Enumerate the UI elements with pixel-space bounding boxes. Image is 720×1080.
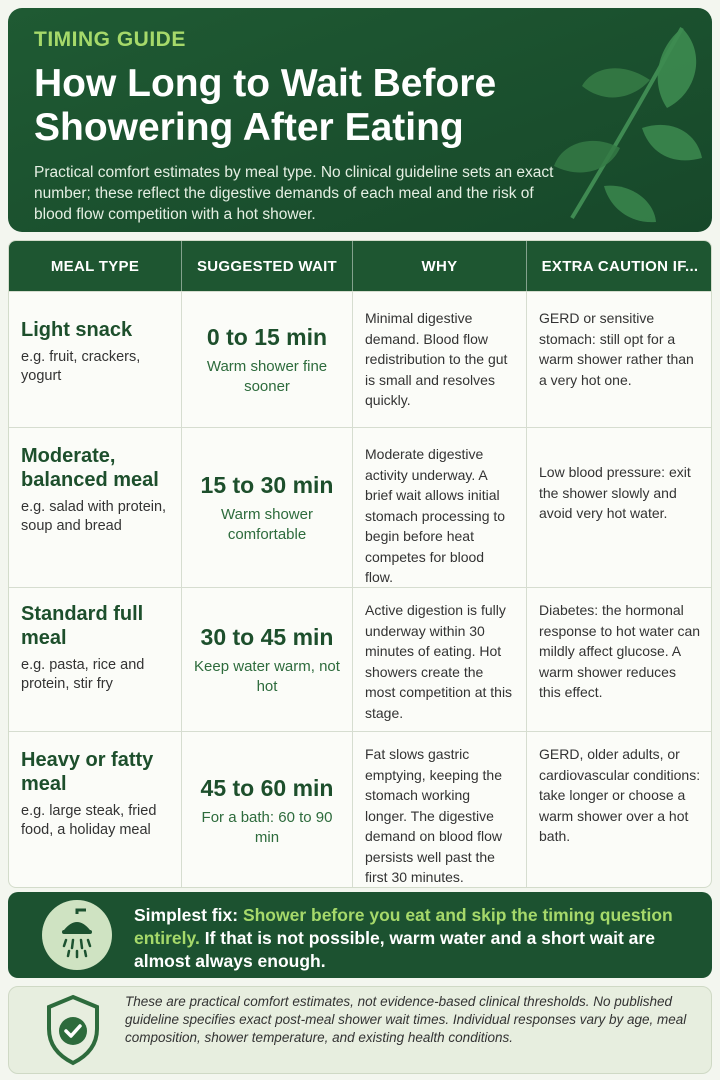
disclaimer-text: These are practical comfort estimates, not evidence-based clinical thresholds. No published guideline specifies exact post-meal shower wait times. Individual responses vary by age, meal composition, shower temperature, and existing health conditions. [125, 994, 687, 1045]
fix-highlight: Shower before you eat and skip the timing question entirely. [134, 905, 673, 948]
fix-rest: If that is not possible, warm water and a short wait are almost always enough. [134, 928, 655, 971]
table-row [9, 291, 712, 427]
shield-check-icon [43, 993, 103, 1067]
why-cell: Minimal digestive demand. Blood flow redistribution to the gut is small and resolves quickly. [353, 292, 527, 427]
meal-name: Light snack [21, 319, 133, 341]
fix-lead: Simplest fix: [134, 905, 239, 925]
wait-time: 0 to 15 min [206, 323, 328, 350]
caution-cell: GERD or sensitive stomach: still opt for a warm shower rather than a very hot one. [539, 310, 694, 388]
simplest-fix-banner [8, 892, 712, 978]
wait-cell [182, 732, 353, 888]
meal-cell [9, 588, 182, 731]
table-row [9, 587, 712, 731]
meal-example: e.g. large steak, fried food, a holiday meal [21, 803, 157, 838]
page-subtitle: Practical comfort estimates by meal type. No clinical guideline sets an exact number; these reflect the digestive demands of each meal and the risk of blood flow competition with a hot shower. [34, 164, 554, 223]
why-cell: Active digestion is fully underway within 30 minutes of eating. Hot showers create the most competition at this stage. [353, 588, 527, 731]
wait-note: Keep water warm, not hot [194, 657, 340, 695]
meal-example: e.g. pasta, rice and protein, stir fry [21, 657, 145, 692]
leaf-sprig-icon [532, 8, 712, 232]
column-header-meal-type: MEAL TYPE [9, 241, 182, 291]
meal-cell [9, 292, 182, 427]
wait-time: 15 to 30 min [200, 471, 334, 498]
caution-cell: Low blood pressure: exit the shower slowly and avoid very hot water. [539, 464, 691, 521]
meal-example: e.g. salad with protein, soup and bread [21, 499, 167, 534]
why-cell: Moderate digestive activity underway. A brief wait allows initial stomach processing to begin before heat competes for blood flow. [353, 428, 527, 587]
wait-note: Warm shower fine sooner [206, 357, 328, 395]
wait-note: For a bath: 60 to 90 min [201, 808, 333, 846]
table-header-row [9, 241, 712, 291]
wait-note: Warm shower comfortable [221, 505, 313, 543]
disclaimer-box [8, 986, 712, 1074]
wait-cell [182, 428, 353, 587]
column-header-suggested-wait: SUGGESTED WAIT [182, 241, 353, 291]
meal-cell [9, 428, 182, 587]
caution-cell: Diabetes: the hormonal response to hot water can mildly affect glucose. A warm shower reduces this effect. [539, 602, 701, 700]
header-banner [8, 8, 712, 232]
meal-name: Standard full meal [21, 603, 144, 649]
meal-name: Heavy or fatty meal [21, 749, 154, 795]
wait-time: 45 to 60 min [200, 774, 334, 801]
shower-head-icon [42, 900, 112, 970]
column-header-why: WHY [353, 241, 527, 291]
page-title: How Long to Wait Before Showering After Eating [34, 62, 497, 149]
wait-times-table [8, 240, 712, 888]
meal-name: Moderate, balanced meal [21, 445, 159, 491]
table-row [9, 731, 712, 888]
eyebrow-label: TIMING GUIDE [34, 28, 186, 51]
wait-time: 30 to 45 min [200, 623, 334, 650]
meal-example: e.g. fruit, crackers, yogurt [21, 349, 141, 384]
table-row [9, 427, 712, 587]
meal-cell [9, 732, 182, 888]
wait-cell [182, 588, 353, 731]
wait-cell [182, 292, 353, 427]
why-cell: Fat slows gastric emptying, keeping the stomach working longer. The digestive demand on blood flow persists well past the first 30 minutes. [353, 732, 527, 888]
caution-cell: GERD, older adults, or cardiovascular conditions: take longer or choose a warm shower over a hot bath. [539, 746, 701, 844]
column-header-extra-caution: EXTRA CAUTION IF... [541, 257, 699, 275]
simplest-fix-text [134, 904, 694, 973]
